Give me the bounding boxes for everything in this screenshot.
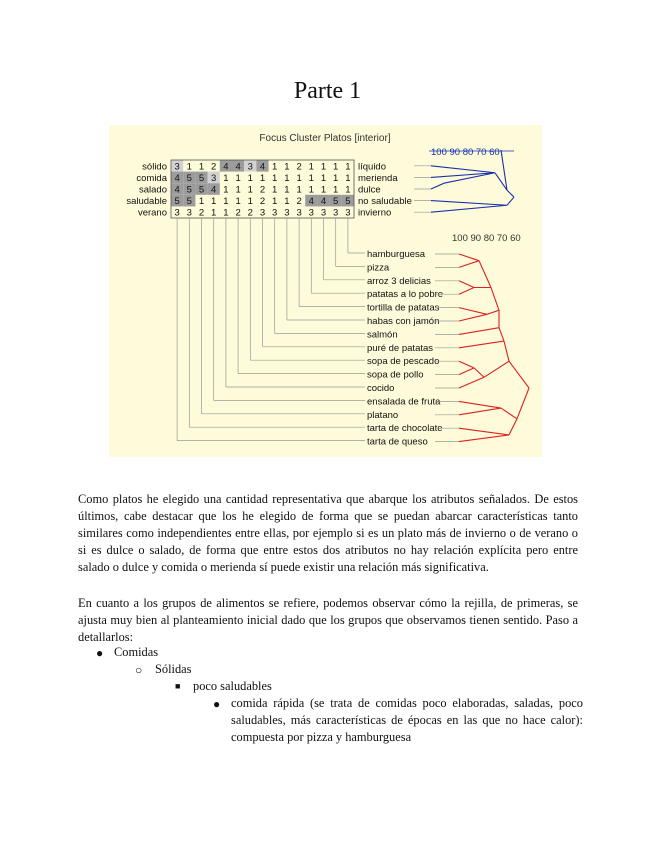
grid-value: 1 (345, 184, 351, 196)
grid-value: 1 (198, 196, 205, 208)
scale-bottom: 100 90 80 70 60 (452, 233, 521, 244)
construct-left-label: salado (139, 184, 167, 196)
construct-left-label: sólido (142, 161, 167, 173)
element-label: pizza (367, 262, 390, 274)
grid-value: 1 (345, 172, 351, 184)
grid-value: 3 (174, 207, 180, 219)
grid-value: 1 (320, 161, 327, 173)
grid-value: 3 (284, 207, 290, 219)
element-label: tarta de queso (367, 436, 428, 448)
element-label: tarta de chocolate (367, 423, 443, 435)
grid-value: 1 (308, 161, 314, 173)
element-label: platano (367, 409, 399, 421)
grid-value: 1 (223, 172, 229, 184)
grid-value: 1 (247, 184, 253, 196)
element-label: arroz 3 delicias (367, 275, 431, 287)
element-label: salmón (367, 329, 398, 341)
list-bullet-level4: ● (213, 697, 221, 711)
grid-value: 2 (211, 161, 217, 173)
list-bullet-level2: ○ (135, 663, 143, 677)
list-bullet-level3: ■ (175, 681, 181, 691)
element-label: hamburguesa (367, 249, 426, 260)
grid-value: 3 (211, 172, 217, 184)
grid-value: 1 (345, 161, 351, 173)
paragraph-groups: En cuanto a los grupos de alimentos se refiere, podemos observar cómo la rejilla, de primeras, se ajusta muy bien al planteamiento inicial dado que los grupos que observamos tienen sentido. Paso a detallarlos: (78, 596, 578, 644)
grid-value: 4 (174, 184, 180, 196)
element-label: habas con jamón (367, 316, 440, 327)
element-label: sopa de pollo (367, 369, 424, 381)
grid-value: 2 (259, 196, 266, 208)
grid-value: 4 (223, 161, 229, 173)
grid-value: 4 (235, 161, 241, 173)
grid-value: 1 (235, 196, 241, 208)
grid-value: 5 (174, 196, 180, 208)
grid-value: 3 (333, 207, 339, 219)
grid-value: 2 (198, 207, 205, 219)
construct-left-label: verano (137, 207, 167, 219)
grid-value: 1 (247, 196, 253, 208)
grid-value: 2 (247, 207, 253, 219)
grid-value: 1 (186, 161, 192, 173)
list-item-comida-rapida: comida rápida (se trata de comidas poco elaboradas, saladas, poco saludables, más características de épocas en las que no hace calor): compuesta por pizza y hamburguesa (231, 696, 583, 744)
grid-value: 4 (320, 196, 327, 208)
grid-value: 1 (284, 161, 290, 173)
list-item-solidas: Sólidas (155, 662, 192, 676)
grid-value: 5 (333, 196, 339, 208)
grid-value: 4 (308, 196, 314, 208)
page-title: Parte 1 (293, 78, 362, 104)
grid-value: 3 (320, 207, 327, 219)
grid-value: 3 (296, 207, 302, 219)
grid-value: 5 (198, 172, 205, 184)
construct-right-label: invierno (358, 207, 392, 219)
grid-value: 5 (345, 196, 351, 208)
grid-value: 1 (284, 184, 290, 196)
grid-value: 2 (296, 196, 302, 208)
grid-value: 3 (345, 207, 351, 219)
grid-value: 1 (259, 172, 266, 184)
element-label: cocido (367, 383, 395, 394)
grid-value: 3 (174, 161, 180, 173)
grid-value: 1 (308, 172, 314, 184)
grid-value: 1 (308, 184, 314, 196)
scale-top: 100 90 80 70 60 (431, 147, 500, 158)
grid-value: 1 (284, 172, 290, 184)
construct-left-label: saludable (126, 196, 167, 208)
grid-value: 3 (186, 207, 192, 219)
grid-value: 4 (211, 184, 217, 196)
grid-value: 1 (272, 172, 278, 184)
grid-value: 1 (223, 196, 229, 208)
construct-right-label: dulce (358, 184, 381, 196)
element-label: tortilla de patatas (367, 302, 440, 314)
grid-value: 3 (308, 207, 314, 219)
grid-value: 1 (296, 172, 302, 184)
grid-value: 1 (284, 196, 290, 208)
grid-value: 1 (272, 196, 278, 208)
element-label: sopa de pescado (367, 356, 440, 368)
list-item-comidas: Comidas (114, 645, 159, 659)
grid-value: 1 (235, 172, 241, 184)
grid-value: 5 (198, 184, 205, 196)
figure-title: Focus Cluster Platos [interior] (259, 133, 391, 144)
paragraph-elements: Como platos he elegido una cantidad representativa que abarque los atributos señalados. De estos últimos, cabe destacar que los he elegido de forma que se puedan abarcar características tanto similares como independientes entre ellas, por ejemplo si es un plato más de invierno o de verano o si es dulce o salado, de forma que entre estos dos atributos no hay relación explícita pero entre salado o dulce y comida o merienda sí puede existir una relación más significativa. (78, 492, 578, 574)
element-label: patatas a lo pobre (367, 289, 444, 301)
grid-value: 1 (223, 184, 229, 196)
grid-value: 2 (235, 207, 241, 219)
grid-value: 3 (259, 207, 266, 219)
grid-value: 1 (272, 161, 278, 173)
grid-value: 1 (223, 207, 229, 219)
grid-value: 5 (186, 196, 192, 208)
grid-value: 1 (320, 184, 327, 196)
construct-left-label: comida (136, 172, 167, 184)
grid-value: 1 (333, 184, 339, 196)
element-label: puré de patatas (367, 342, 434, 354)
grid-value: 5 (186, 184, 192, 196)
construct-right-label: no saludable (358, 196, 412, 208)
list-bullet-level1: ● (96, 646, 104, 660)
element-label: ensalada de fruta (367, 396, 441, 408)
grid-value: 1 (211, 207, 217, 219)
grid-value: 3 (247, 161, 253, 173)
repertory-grid-figure (109, 125, 542, 457)
grid-value: 5 (186, 172, 192, 184)
grid-value: 1 (198, 161, 205, 173)
grid-value: 1 (247, 172, 253, 184)
list-item-poco-saludables: poco saludables (193, 679, 272, 693)
construct-right-label: líquido (358, 161, 386, 173)
construct-right-label: merienda (358, 172, 398, 184)
grid-value: 2 (259, 184, 266, 196)
grid-value: 1 (235, 184, 241, 196)
grid-value: 3 (272, 207, 278, 219)
grid-value: 1 (333, 172, 339, 184)
grid-value: 1 (272, 184, 278, 196)
grid-value: 1 (333, 161, 339, 173)
repertory-grid-svg (109, 125, 542, 457)
grid-value: 4 (174, 172, 180, 184)
grid-value: 1 (296, 184, 302, 196)
grid-value: 4 (259, 161, 266, 173)
grid-value: 1 (211, 196, 217, 208)
grid-value: 1 (320, 172, 327, 184)
grid-value: 2 (296, 161, 302, 173)
